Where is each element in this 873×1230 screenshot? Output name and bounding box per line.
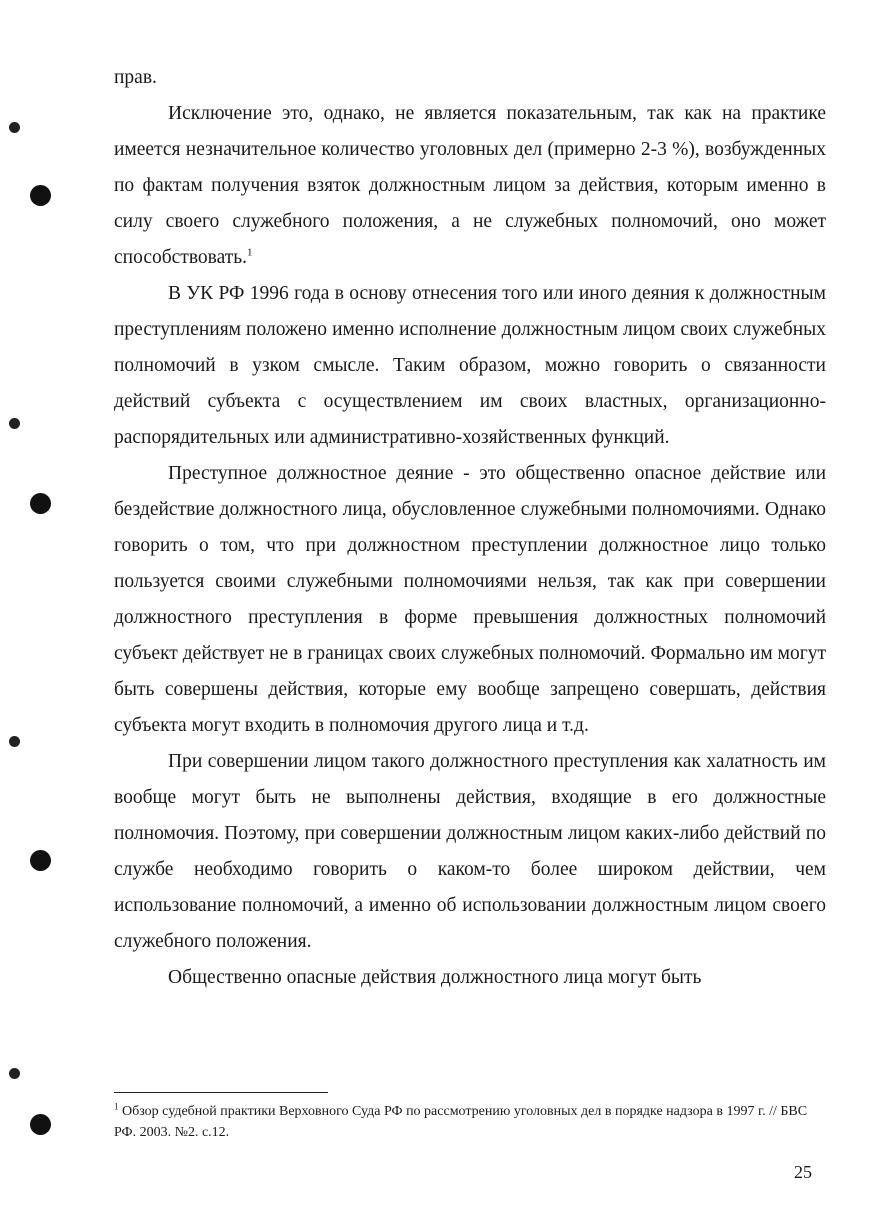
paragraph (114, 60, 826, 96)
scan-speck (9, 122, 20, 133)
scan-speck (9, 1068, 20, 1079)
punch-hole (30, 493, 51, 514)
footnote-reference[interactable]: 1 (247, 246, 253, 259)
footnote-divider (114, 1092, 328, 1093)
paragraph (114, 744, 826, 960)
punch-hole (30, 850, 51, 871)
footnote (114, 1101, 826, 1143)
paragraph (114, 960, 826, 996)
paragraph (114, 96, 826, 276)
page-number: 25 (794, 1162, 812, 1182)
paragraph-text: Преступное должностное деяние - это общественно опасное действие или бездействие должностного лица, обусловленное служебными полномочиями. Однако говорить о том, что при должностном преступлении должностное лицо только пользуется своими служебными полномочиями нельзя, так как при совершении должностного преступления в форме превышения должностных полномочий субъект действует не в границах своих служебных полномочий. Формально им могут быть совершены действия, которые ему вообще запрещено совершать, действия субъекта могут входить в полномочия другого лица и т.д. (114, 463, 826, 736)
paragraph-text: Исключение это, однако, не является показательным, так как на практике имеется незначительное количество уголовных дел (примерно 2-3 %), возбужденных по фактам получения взяток должностным лицом за действия, которым именно в силу своего служебного положения, а не служебных полномочий, оно может способствовать. (114, 103, 826, 268)
paragraph-text: При совершении лицом такого должностного преступления как халатность им вообще могут быть не выполнены действия, входящие в его должностные полномочия. Поэтому, при совершении должностным лицом каких-либо действий по службе необходимо говорить о каком-то более широком действии, чем использование полномочий, а именно об использовании должностным лицом своего служебного положения. (114, 751, 826, 952)
paragraph-text: прав. (114, 67, 157, 88)
document-body (114, 60, 826, 996)
paragraph (114, 276, 826, 456)
punch-hole (30, 1114, 51, 1135)
scan-speck (9, 418, 20, 429)
paragraph-text: Общественно опасные действия должностного лица могут быть (168, 967, 702, 988)
scan-speck (9, 736, 20, 747)
footnote-number: 1 (114, 1101, 119, 1112)
footnote-text: Обзор судебной практики Верховного Суда РФ по рассмотрению уголовных дел в порядке надзора в 1997 г. // БВС РФ. 2003. №2. с.12. (114, 1104, 808, 1140)
punch-hole (30, 185, 51, 206)
paragraph-text: В УК РФ 1996 года в основу отнесения того или иного деяния к должностным преступлениям положено именно исполнение должностным лицом своих служебных полномочий в узком смысле. Таким образом, можно говорить о связанности действий субъекта с осуществлением им своих властных, организационно-распорядительных или административно-хозяйственных функций. (114, 283, 826, 448)
paragraph (114, 456, 826, 744)
